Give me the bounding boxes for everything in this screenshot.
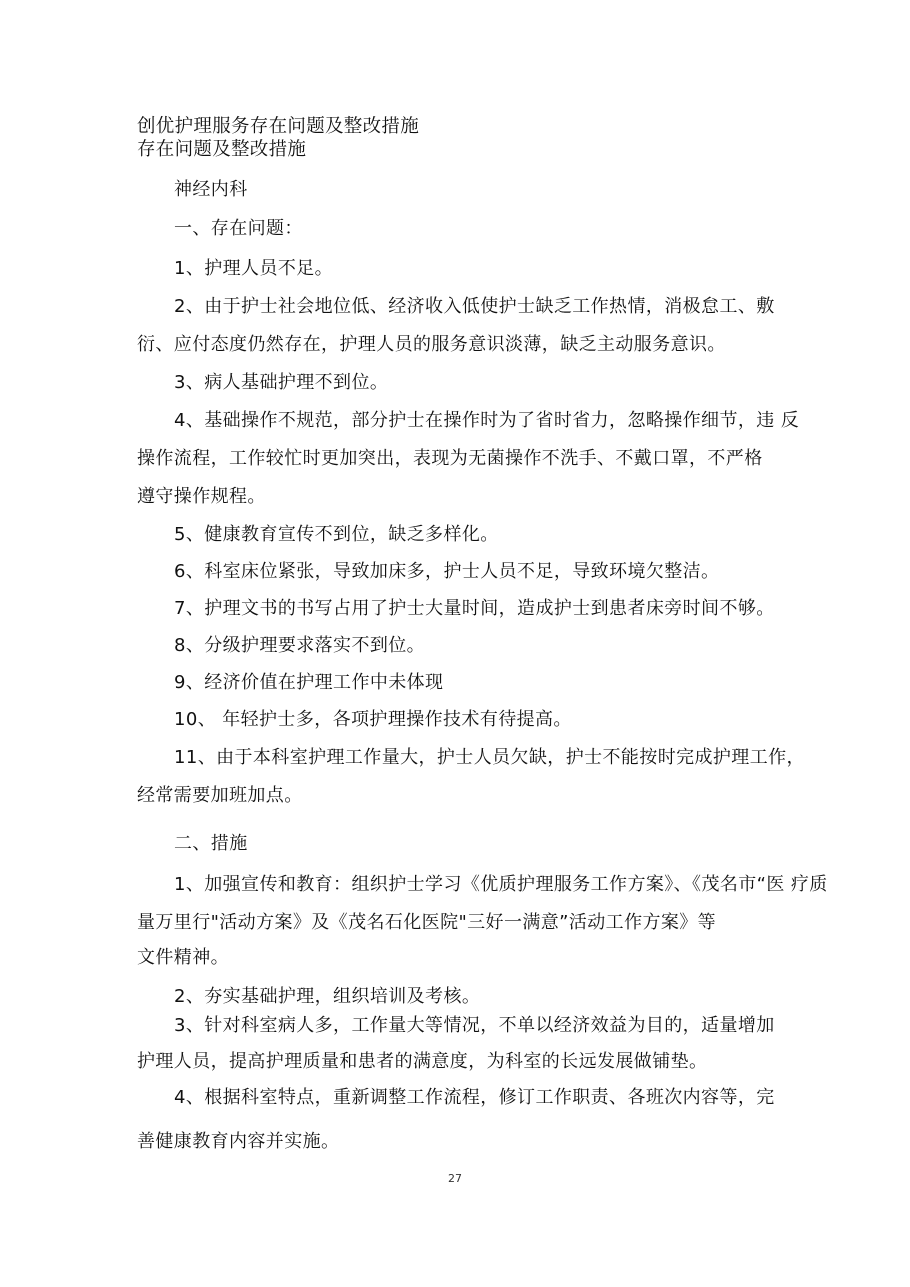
problem-item-2: 2、由于护士社会地位低、经济收入低使护士缺乏工作热情，消极怠工、敷 xyxy=(174,296,775,317)
problem-item-11: 11、由于本科室护理工作量大，护士人员欠缺，护士不能按时完成护理工作， xyxy=(174,747,805,768)
problem-item-6: 6、科室床位紧张，导致加床多，护士人员不足，导致环境欠整洁。 xyxy=(174,561,720,582)
problem-item-7: 7、护理文书的书写占用了护士大量时间，造成护士到患者床旁时间不够。 xyxy=(174,598,775,619)
measure-item-1-continued: 量万里行"活动方案》及《茂名石化医院"三好一满意”活动工作方案》等 xyxy=(137,912,717,933)
document-title: 创优护理服务存在问题及整改措施 xyxy=(137,116,420,137)
section-heading-measures: 二、措施 xyxy=(174,833,248,854)
problem-item-9: 9、经济价值在护理工作中未体现 xyxy=(174,672,444,693)
problem-item-4-continued: 遵守操作规程。 xyxy=(137,486,266,507)
page-number: 27 xyxy=(448,1172,462,1185)
problem-item-10: 10、 年轻护士多，各项护理操作技术有待提高。 xyxy=(174,709,572,730)
measure-item-2: 2、夯实基础护理，组织培训及考核。 xyxy=(174,986,481,1007)
department-label: 神经内科 xyxy=(174,179,248,200)
section-heading-problems: 一、存在问题： xyxy=(174,218,303,239)
measure-item-4: 4、根据科室特点，重新调整工作流程，修订工作职责、各班次内容等，完 xyxy=(174,1087,775,1108)
measure-item-3-continued: 护理人员，提高护理质量和患者的满意度，为科室的长远发展做铺垫。 xyxy=(137,1051,708,1072)
problem-item-1: 1、护理人员不足。 xyxy=(174,258,334,279)
problem-item-2-continued: 衍、应付态度仍然存在，护理人员的服务意识淡薄，缺乏主动服务意识。 xyxy=(137,334,726,355)
problem-item-11-continued: 经常需要加班加点。 xyxy=(137,785,303,806)
document-header xyxy=(137,115,419,161)
measure-item-1: 1、加强宣传和教育：组织护士学习《优质护理服务工作方案》、《茂名市“医 疗质 xyxy=(174,874,828,895)
problem-item-8: 8、分级护理要求落实不到位。 xyxy=(174,635,426,656)
measure-item-4-continued: 善健康教育内容并实施。 xyxy=(137,1131,340,1152)
measure-item-3: 3、针对科室病人多，工作量大等情况，不单以经济效益为目的，适量增加 xyxy=(174,1015,775,1036)
measure-item-1-continued: 文件精神。 xyxy=(137,947,229,968)
problem-item-4: 4、基础操作不规范，部分护士在操作时为了省时省力，忽略操作细节，违 反 xyxy=(174,410,800,431)
problem-item-3: 3、病人基础护理不到位。 xyxy=(174,372,389,393)
problem-item-5: 5、健康教育宣传不到位，缺乏多样化。 xyxy=(174,524,499,545)
document-subtitle: 存在问题及整改措施 xyxy=(137,139,307,160)
problem-item-4-continued: 操作流程，工作较忙时更加突出，表现为无菌操作不洗手、不戴口罩，不严格 xyxy=(137,448,763,469)
